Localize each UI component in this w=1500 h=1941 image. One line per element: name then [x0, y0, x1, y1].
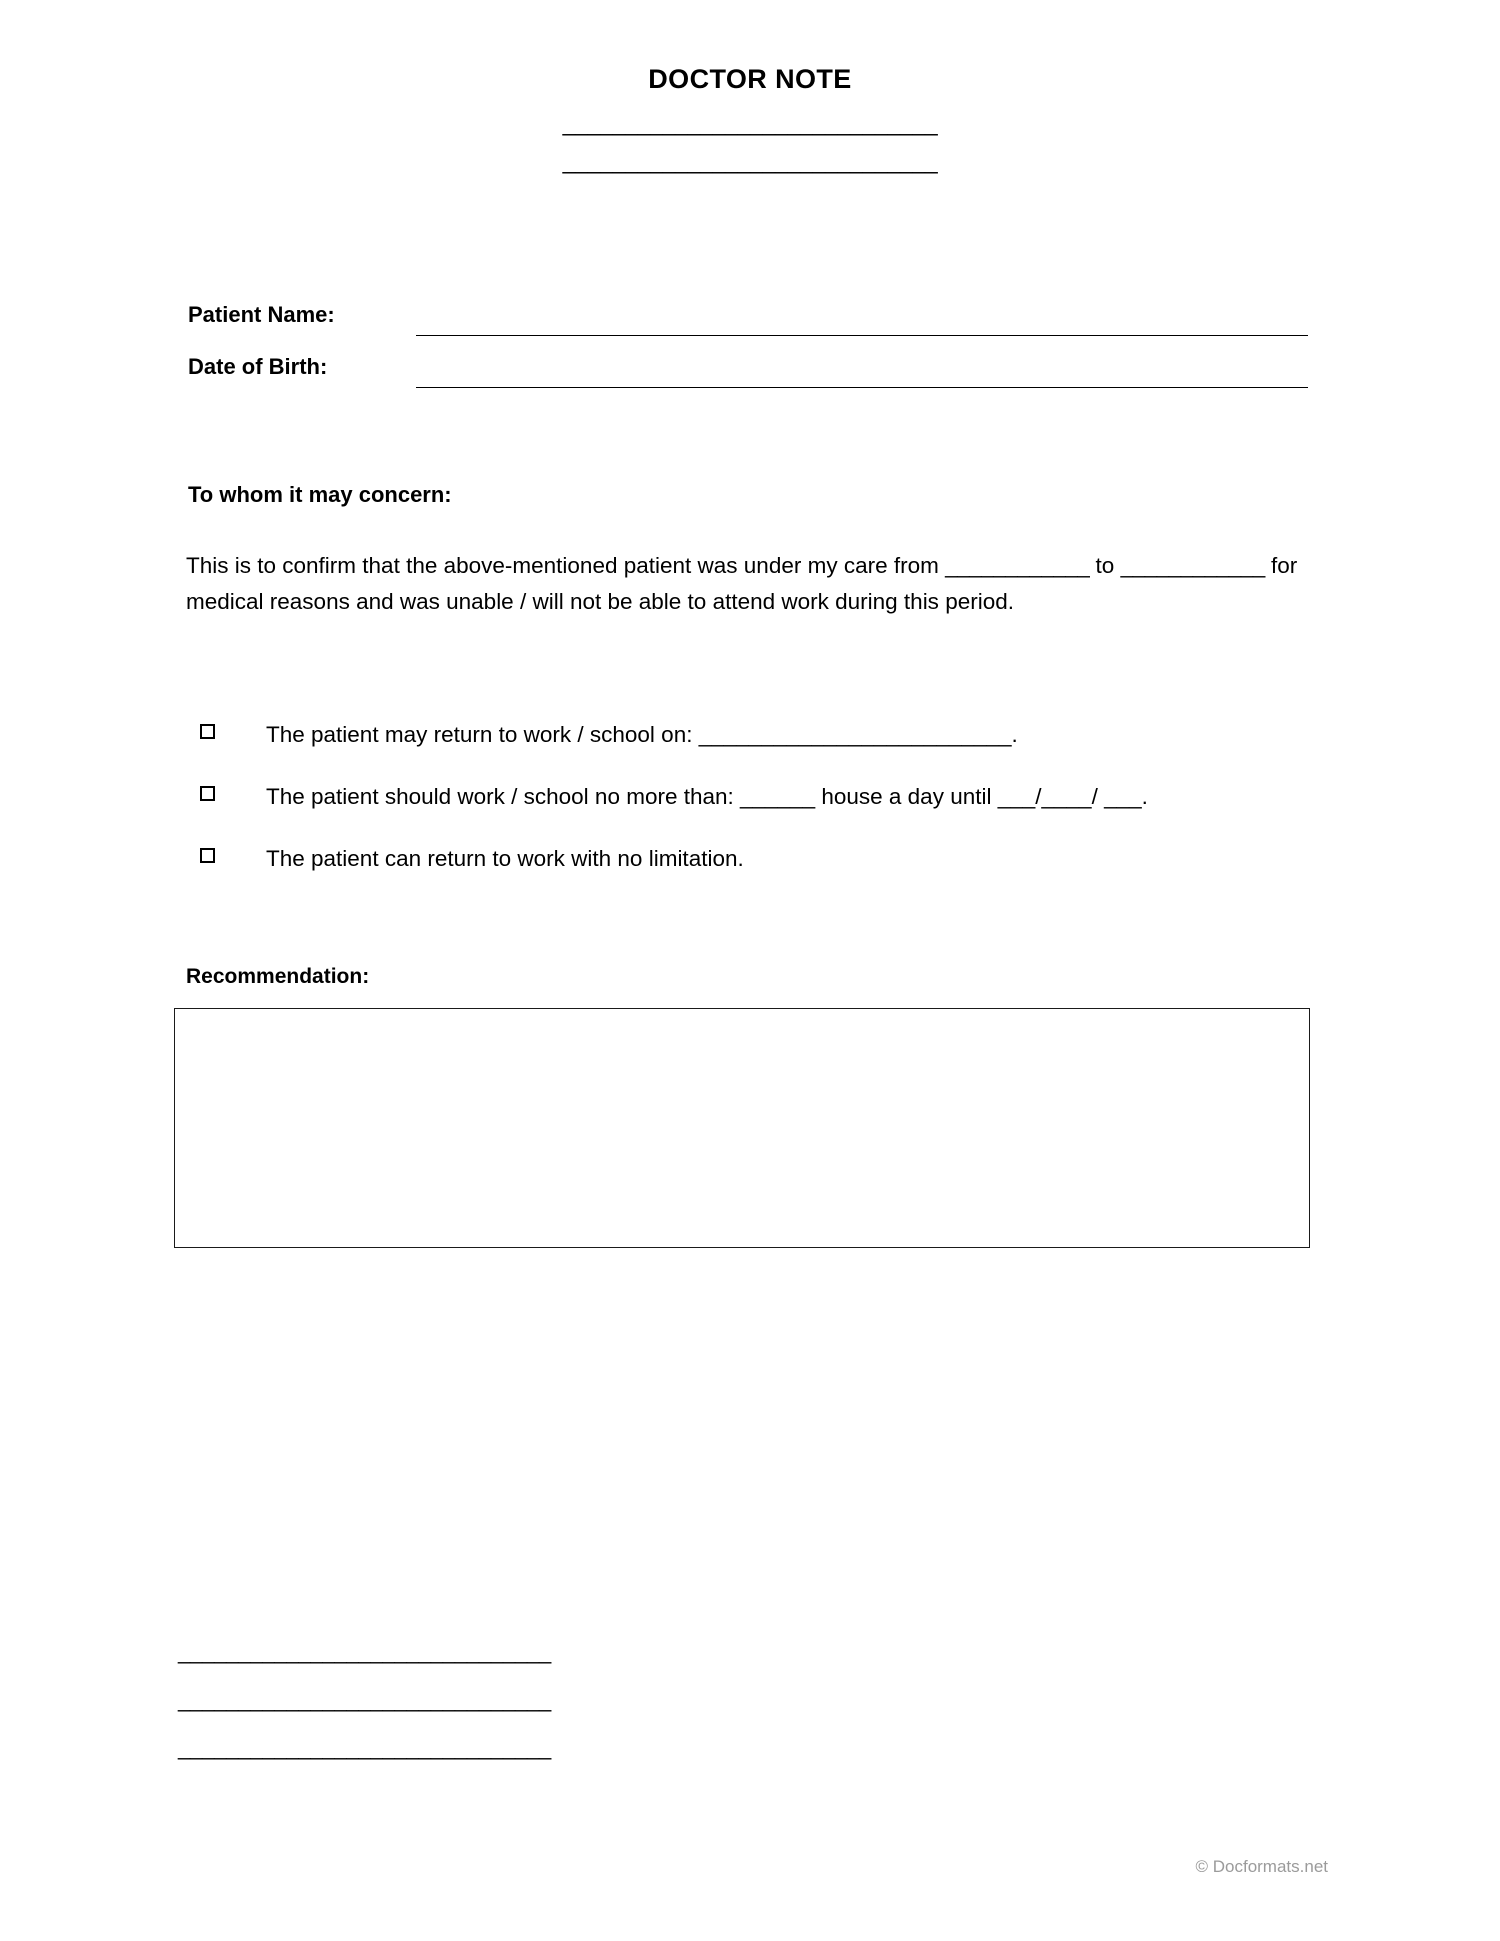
header-rule-1: ______________________________ — [562, 110, 938, 136]
checklist-item-label: The patient may return to work / school on: _________________________. — [266, 722, 1018, 747]
checklist-item-label: The patient should work / school no more than: ______ house a day until ___/____/ ___. — [266, 784, 1148, 809]
recommendation-label: Recommendation: — [186, 965, 370, 988]
confirmation-paragraph — [186, 548, 1298, 620]
signature-block — [178, 1628, 598, 1772]
patient-fields — [188, 300, 1308, 404]
field-row-date-of-birth — [188, 352, 1308, 404]
paragraph-part-1: This is to confirm that the above-mentioned patient was under my care from — [186, 553, 946, 578]
checkbox-icon[interactable] — [200, 724, 215, 739]
patient-name-input[interactable] — [416, 335, 1308, 336]
checklist-item[interactable] — [186, 840, 1306, 886]
signature-line-1[interactable]: _______________________________ — [178, 1639, 552, 1664]
care-to-blank[interactable]: ____________ — [1120, 553, 1265, 578]
salutation-heading: To whom it may concern: — [188, 482, 452, 507]
footer-copyright: © Docformats.net — [1195, 1857, 1328, 1876]
checkbox-icon[interactable] — [200, 786, 215, 801]
checklist-item[interactable] — [186, 778, 1306, 824]
care-from-blank[interactable]: ____________ — [945, 553, 1090, 578]
header-rule-2: ______________________________ — [562, 148, 938, 174]
title-block — [0, 62, 1500, 180]
return-to-work-checklist — [186, 716, 1306, 902]
checkbox-icon[interactable] — [200, 848, 215, 863]
signature-line-3[interactable]: _______________________________ — [178, 1735, 552, 1760]
date-of-birth-label: Date of Birth: — [188, 354, 328, 379]
page-title: DOCTOR NOTE — [648, 64, 852, 94]
checklist-item[interactable] — [186, 716, 1306, 762]
checklist-item-label: The patient can return to work with no limitation. — [266, 846, 744, 871]
paragraph-part-2: to — [1089, 553, 1121, 578]
field-row-patient-name — [188, 300, 1308, 352]
signature-line-2[interactable]: _______________________________ — [178, 1687, 552, 1712]
paragraph-part-3: for medical reasons and was unable / will not be able to attend work during this period. — [186, 553, 1298, 614]
recommendation-textarea[interactable] — [174, 1008, 1310, 1248]
date-of-birth-input[interactable] — [416, 387, 1308, 388]
patient-name-label: Patient Name: — [188, 302, 335, 327]
